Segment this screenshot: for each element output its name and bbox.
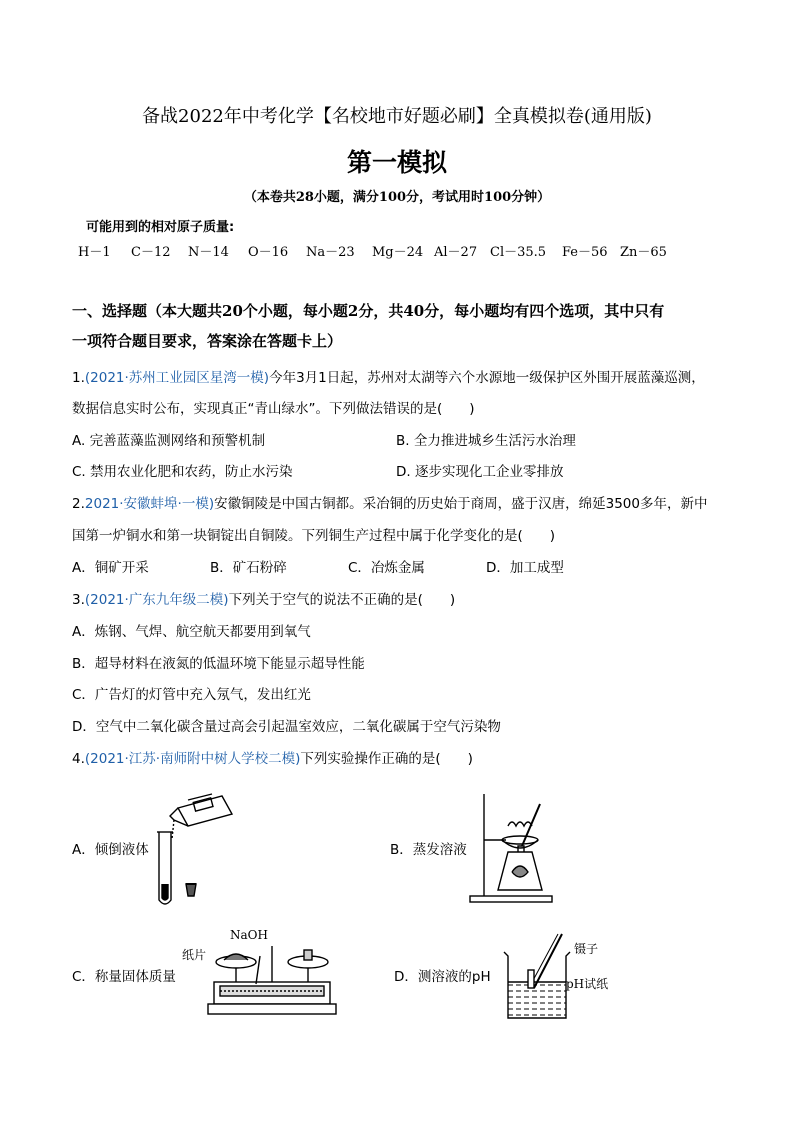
- question-text-cont: 数据信息实时公布，实现真正“青山绿水”。下列做法错误的是( ): [72, 401, 475, 417]
- option-b: B．矿石粉碎: [210, 560, 287, 576]
- atomic-mass-item: Al－27: [434, 245, 478, 260]
- question-text: 下列关于空气的说法不正确的是( ): [228, 592, 456, 608]
- option-a: A．倾倒液体: [72, 842, 149, 858]
- evaporation-figure: [468, 790, 556, 905]
- atomic-mass-item: Zn－65: [620, 245, 667, 260]
- question-1: [72, 366, 705, 386]
- ph-paper-label: pH试纸: [566, 977, 609, 991]
- question-2: [72, 492, 707, 512]
- atomic-mass-item: Cl－35.5: [490, 245, 547, 260]
- naoh-label: NaOH: [230, 928, 268, 942]
- atomic-mass-item: C－12: [131, 245, 171, 260]
- option-a: A．炼钢、气焊、航空航天都要用到氧气: [72, 624, 311, 640]
- atomic-mass-label: 可能用到的相对原子质量:: [86, 220, 235, 235]
- balance-figure: [200, 926, 340, 1026]
- option-d: D. 逐步实现化工企业零排放: [396, 464, 564, 480]
- option-c: C．广告灯的灯管中充入氖气，发出红光: [72, 687, 311, 703]
- exam-note: （本卷共28小题，满分100分，考试用时100分钟）: [243, 190, 551, 205]
- option-d: D．空气中二氧化碳含量过高会引起温室效应，二氧化碳属于空气污染物: [72, 719, 501, 735]
- exam-title: 备战2022年中考化学【名校地市好题必刷】全真模拟卷(通用版): [142, 106, 652, 127]
- section-heading-cont: 一项符合题目要求，答案涂在答题卡上）: [72, 332, 343, 350]
- option-d: D．测溶液的pH: [394, 969, 491, 985]
- question-text: 今年3月1日起，苏州对太湖等六个水源地一级保护区外围开展蓝藻巡测，: [269, 370, 705, 386]
- atomic-mass-item: O－16: [248, 245, 289, 260]
- option-a: A. 完善蓝藻监测网络和预警机制: [72, 433, 266, 449]
- section-heading: 一、选择题（本大题共20个小题，每小题2分，共40分，每小题均有四个选项，其中只有: [72, 302, 665, 320]
- question-number: 2.: [72, 496, 85, 512]
- question-number: 4.: [72, 751, 85, 767]
- option-b: B. 全力推进城乡生活污水治理: [396, 433, 576, 449]
- question-number: 3.: [72, 592, 85, 608]
- tweezers-label: 镊子: [574, 942, 599, 956]
- option-a: A．铜矿开采: [72, 560, 149, 576]
- paper-label: 纸片: [182, 948, 207, 962]
- option-b: B．超导材料在液氮的低温环境下能显示超导性能: [72, 656, 365, 672]
- pouring-liquid-figure: [150, 784, 260, 910]
- question-number: 1.: [72, 370, 85, 386]
- question-source: (2021·苏州工业园区星湾一模): [84, 370, 270, 386]
- option-c: C．冶炼金属: [348, 560, 425, 576]
- option-c: C．称量固体质量: [72, 969, 176, 985]
- question-text-cont: 国第一炉铜水和第一块铜锭出自铜陵。下列铜生产过程中属于化学变化的是( ): [72, 528, 556, 544]
- option-d: D．加工成型: [486, 560, 564, 576]
- question-text: 安徽铜陵是中国古铜都。采冶铜的历史始于商周，盛于汉唐，绵延3500多年，新中: [214, 496, 708, 512]
- option-b: B．蒸发溶液: [390, 842, 467, 858]
- atomic-mass-item: H－1: [78, 245, 111, 260]
- question-4: [72, 747, 473, 767]
- question-text: 下列实验操作正确的是( ): [300, 751, 473, 767]
- atomic-mass-item: Mg－24: [372, 245, 424, 260]
- exam-subtitle: 第一模拟: [346, 148, 447, 177]
- atomic-mass-item: N－14: [188, 245, 229, 260]
- question-source: 2021·安徽蚌埠·一模): [84, 496, 215, 512]
- question-source: (2021·江苏·南师附中树人学校二模): [84, 751, 301, 767]
- question-source: (2021·广东九年级二模): [84, 592, 229, 608]
- option-c: C. 禁用农业化肥和农药，防止水污染: [72, 464, 293, 480]
- atomic-mass-item: Fe－56: [562, 245, 608, 260]
- question-3: [72, 588, 455, 608]
- atomic-mass-item: Na－23: [306, 245, 355, 260]
